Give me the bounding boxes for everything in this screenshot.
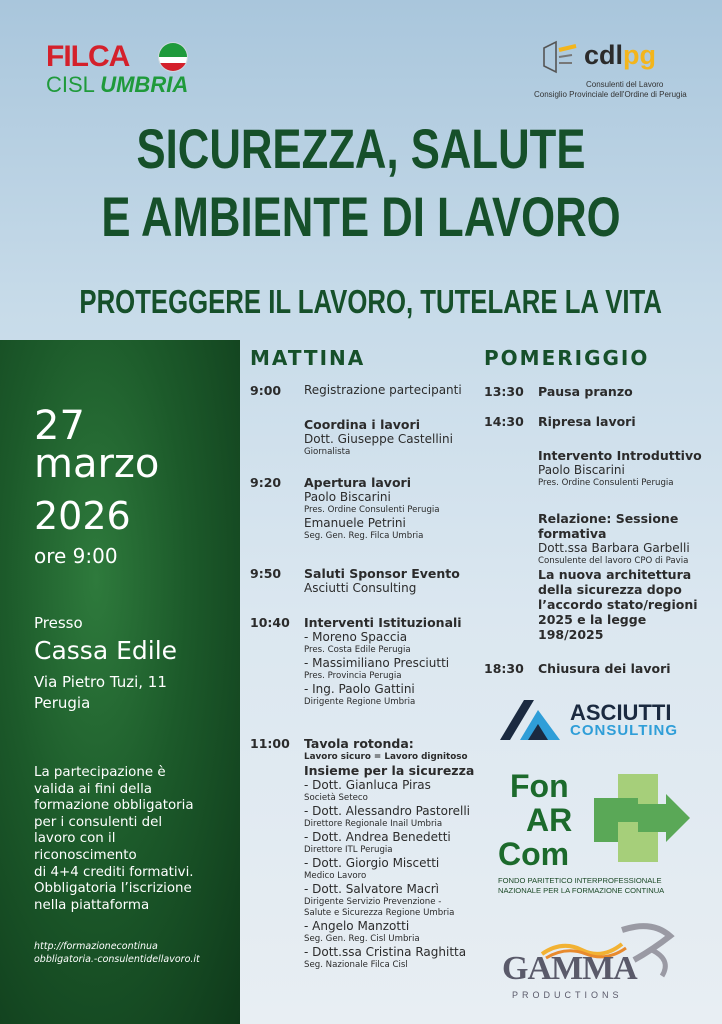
agenda-slot-1100 bbox=[250, 736, 480, 1020]
cdlpg-logo-line1: Consulenti del Lavoro bbox=[586, 80, 664, 89]
venue-name: Cassa Edile bbox=[34, 636, 178, 665]
italian-flag-circle-icon bbox=[158, 42, 188, 72]
speaker-role: Seg. Gen. Reg. Cisl Umbria bbox=[304, 934, 420, 944]
sponsor-name: Asciutti Consulting bbox=[304, 581, 417, 595]
session-topic: della sicurezza dopo bbox=[538, 582, 682, 597]
slot-time: 10:40 bbox=[250, 615, 290, 630]
speaker-name: - Dott. Gianluca Piras bbox=[304, 778, 431, 792]
slot-heading: Coordina i lavori bbox=[304, 417, 420, 432]
speaker-name: - Angelo Manzotti bbox=[304, 919, 410, 933]
speaker-name: - Dott. Alessandro Pastorelli bbox=[304, 804, 471, 818]
cdlpg-logo-word: cdlpg bbox=[584, 40, 657, 70]
speaker-name: - Dott. Giorgio Miscetti bbox=[304, 856, 440, 870]
speaker-role: Consulente del lavoro CPO di Pavia bbox=[538, 556, 689, 566]
slot-heading: Apertura lavori bbox=[304, 475, 411, 490]
fonarcom-caption: FONDO PARITETICO INTERPROFESSIONALE NAZIONALE PER LA FORMAZIONE CONTINUA bbox=[498, 876, 665, 895]
speaker-name: Paolo Biscarini bbox=[538, 463, 625, 477]
speaker-name: Paolo Biscarini bbox=[304, 490, 391, 504]
venue-city: Perugia bbox=[34, 694, 91, 712]
agenda-slot-1430 bbox=[484, 414, 710, 434]
afternoon-heading: POMERIGGIO bbox=[484, 346, 650, 370]
filca-cisl-umbria-logo bbox=[46, 40, 196, 96]
speaker-name: - Moreno Spaccia bbox=[304, 630, 408, 644]
event-day: 27 bbox=[34, 403, 85, 449]
gamma-logo-word: GAMMA bbox=[502, 950, 637, 987]
speaker-role: Seg. Nazionale Filca Cisl bbox=[304, 960, 408, 970]
slot-time: 9:20 bbox=[250, 475, 282, 490]
fonarcom-word-2: AR bbox=[526, 802, 573, 838]
slot-tagline: Lavoro sicuro = Lavoro dignitoso bbox=[304, 752, 468, 762]
agenda-slot-0950 bbox=[250, 566, 480, 600]
agenda-slot-1830 bbox=[484, 661, 710, 681]
agenda-slot-0920 bbox=[250, 475, 480, 555]
agenda-slot-1040 bbox=[250, 615, 480, 719]
slot-heading: Pausa pranzo bbox=[538, 384, 633, 399]
slot-heading: Saluti Sponsor Evento bbox=[304, 566, 460, 581]
filca-logo-word: FILCA bbox=[46, 40, 130, 73]
registration-link[interactable]: http://formazionecontinua obbligatoria.-consulentidellavoro.it bbox=[34, 941, 200, 965]
title-line-2: E AMBIENTE DI LAVORO bbox=[101, 185, 621, 248]
speaker-name: - Ing. Paolo Gattini bbox=[304, 682, 415, 696]
speaker-name: - Dott.ssa Cristina Raghitta bbox=[304, 945, 467, 959]
speaker-name: Dott.ssa Barbara Garbelli bbox=[538, 541, 690, 555]
speaker-role: Pres. Costa Edile Perugia bbox=[304, 645, 411, 655]
speaker-name: - Dott. Andrea Benedetti bbox=[304, 830, 451, 844]
slot-heading: Intervento Introduttivo bbox=[538, 448, 702, 463]
asciutti-logo-sub: CONSULTING bbox=[570, 722, 679, 739]
asciutti-logo-word: ASCIUTTI bbox=[570, 700, 672, 725]
slot-heading: Ripresa lavori bbox=[538, 414, 636, 429]
speaker-role: Direttore Regionale Inail Umbria bbox=[304, 819, 443, 829]
fonarcom-arrow-icon bbox=[594, 774, 694, 874]
venue-address: Via Pietro Tuzi, 11 bbox=[34, 673, 167, 691]
speaker-role: Salute e Sicurezza Regione Umbria bbox=[304, 908, 455, 918]
agenda-slot-1330 bbox=[484, 384, 710, 404]
speaker-role: Pres. Ordine Consulenti Perugia bbox=[304, 505, 440, 515]
title-line-1: SICUREZZA, SALUTE bbox=[136, 117, 586, 180]
cdlpg-logo bbox=[534, 36, 688, 102]
venue-label: Presso bbox=[34, 614, 83, 632]
slot-time: 18:30 bbox=[484, 661, 524, 676]
speaker-role: Direttore ITL Perugia bbox=[304, 845, 393, 855]
gamma-productions-logo bbox=[502, 920, 698, 1010]
asciutti-consulting-logo bbox=[498, 696, 698, 742]
event-year: 2026 bbox=[34, 494, 131, 538]
cdlpg-logo-line2: Consiglio Provinciale dell'Ordine di Perugia bbox=[534, 90, 687, 99]
speaker-name: - Massimiliano Presciutti bbox=[304, 656, 450, 670]
morning-heading: MATTINA bbox=[250, 346, 366, 370]
slot-time: 9:50 bbox=[250, 566, 282, 581]
asciutti-mark-icon bbox=[498, 696, 562, 742]
slot-time: 11:00 bbox=[250, 736, 290, 751]
slot-heading: Chiusura dei lavori bbox=[538, 661, 671, 676]
credits-note: La partecipazione è valida ai fini della formazione obbligatoria per i consulenti del lavoro con il riconoscimento di 4+4 crediti formativi. Obbligatoria l’iscrizione nella piattaforma bbox=[34, 765, 194, 913]
agenda-slot-0900 bbox=[250, 383, 480, 403]
speaker-role: Dirigente Servizio Prevenzione - bbox=[304, 897, 442, 907]
fonarcom-word-3: Com bbox=[498, 836, 570, 872]
speaker-role: Pres. Provincia Perugia bbox=[304, 671, 402, 681]
session-topic: 2025 e la legge 198/2025 bbox=[538, 612, 647, 642]
slot-time: 14:30 bbox=[484, 414, 524, 429]
event-time: ore 9:00 bbox=[34, 544, 118, 568]
fonarcom-logo bbox=[496, 770, 696, 900]
slot-heading: Interventi Istituzionali bbox=[304, 615, 462, 630]
agenda-slot-coordination bbox=[250, 417, 480, 463]
speaker-role: Società Seteco bbox=[304, 793, 368, 803]
speaker-role: Seg. Gen. Reg. Filca Umbria bbox=[304, 531, 424, 541]
agenda-slot-training bbox=[484, 511, 710, 645]
speaker-name: Dott. Giuseppe Castellini bbox=[304, 432, 453, 446]
header bbox=[0, 0, 722, 340]
speaker-role: Giornalista bbox=[304, 447, 351, 457]
slot-time: 13:30 bbox=[484, 384, 524, 399]
slot-subheading: Insieme per la sicurezza bbox=[304, 763, 475, 778]
speaker-role: Pres. Ordine Consulenti Perugia bbox=[538, 478, 674, 488]
slot-heading: Tavola rotonda: bbox=[304, 736, 414, 751]
event-month: marzo bbox=[34, 441, 160, 487]
speaker-role: Medico Lavoro bbox=[304, 871, 367, 881]
speaker-role: Dirigente Regione Umbria bbox=[304, 697, 416, 707]
slot-heading: formativa bbox=[538, 526, 607, 541]
speaker-name: - Dott. Salvatore Macrì bbox=[304, 882, 440, 896]
cdl-mark-icon bbox=[542, 40, 578, 74]
subtitle: PROTEGGERE IL LAVORO, TUTELARE LA VITA bbox=[79, 283, 662, 320]
session-topic: La nuova architettura bbox=[538, 567, 692, 582]
session-topic: l’accordo stato/regioni bbox=[538, 597, 698, 612]
slot-text: Registrazione partecipanti bbox=[304, 383, 462, 397]
slot-time: 9:00 bbox=[250, 383, 282, 398]
fonarcom-word-1: Fon bbox=[510, 768, 569, 804]
agenda-slot-intro bbox=[484, 448, 710, 494]
event-info-panel bbox=[0, 340, 240, 1024]
speaker-name: Emanuele Petrini bbox=[304, 516, 406, 530]
slot-heading: Relazione: Sessione bbox=[538, 511, 679, 526]
gamma-logo-sub: PRODUCTIONS bbox=[512, 990, 623, 1000]
filca-logo-subtitle: CISL UMBRIA bbox=[46, 72, 189, 97]
